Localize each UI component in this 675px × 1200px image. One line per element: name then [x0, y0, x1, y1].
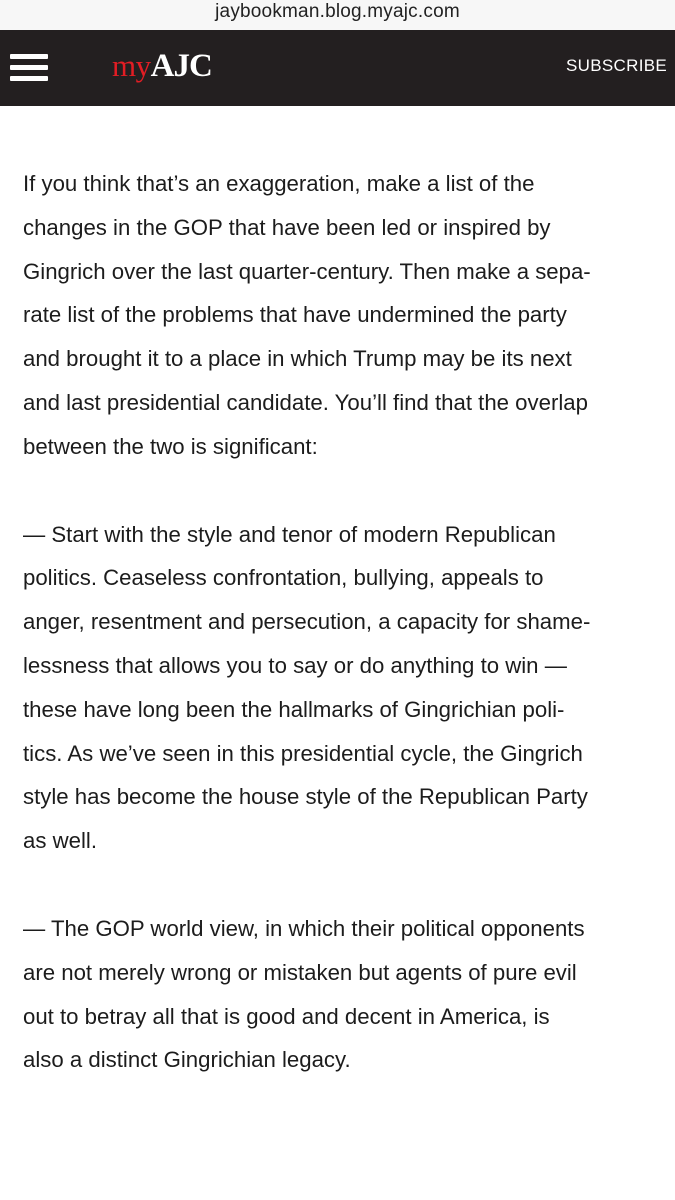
paragraph-line: — Start with the style and tenor of modern Republican [23, 521, 556, 547]
logo-my-text: my [112, 48, 151, 83]
paragraph-line: If you think that’s an exaggeration, make a list of the [23, 171, 535, 196]
article-paragraph [23, 162, 663, 469]
paragraph-line: and last presidential candidate. You’ll find that the overlap [23, 389, 588, 415]
logo-ajc-text: AJC [150, 48, 212, 84]
paragraph-line: Gingrich over the last quarter-century. Then make a sepa- [23, 258, 591, 284]
article-paragraph [23, 907, 663, 1082]
paragraph-line: out to betray all that is good and decent in America, is [23, 1003, 550, 1029]
myajc-logo[interactable] [112, 48, 212, 88]
paragraph-line: and brought it to a place in which Trump may be its next [23, 346, 572, 372]
paragraph-line: changes in the GOP that have been led or inspired by [23, 214, 551, 240]
paragraph-line: also a distinct Gingrichian legacy. [23, 1047, 351, 1073]
paragraph-line: style has become the house style of the Republican Party [23, 784, 588, 810]
article-body [23, 162, 663, 1126]
paragraph-line: between the two is significant: [23, 433, 318, 459]
paragraph-line: — The GOP world view, in which their political opponents [23, 915, 585, 941]
paragraph-line: anger, resentment and persecution, a capacity for shame- [23, 609, 591, 635]
hamburger-menu-icon[interactable] [10, 52, 48, 82]
url-text: jaybookman.blog.myajc.com [215, 1, 460, 22]
article-paragraph [23, 513, 663, 863]
paragraph-line: rate list of the problems that have undermined the party [23, 302, 567, 328]
paragraph-line: are not merely wrong or mistaken but agents of pure evil [23, 959, 577, 985]
paragraph-line: as well. [23, 828, 97, 854]
subscribe-link[interactable]: SUBSCRIBE [566, 56, 667, 75]
paragraph-line: politics. Ceaseless confrontation, bullying, appeals to [23, 565, 544, 591]
paragraph-line: lessness that allows you to say or do anything to win — [23, 652, 567, 678]
site-header [0, 30, 675, 106]
browser-url-bar[interactable] [0, 0, 675, 30]
paragraph-line: tics. As we’ve seen in this presidential cycle, the Gingrich [23, 740, 583, 766]
paragraph-line: these have long been the hallmarks of Gingrichian poli- [23, 696, 565, 722]
